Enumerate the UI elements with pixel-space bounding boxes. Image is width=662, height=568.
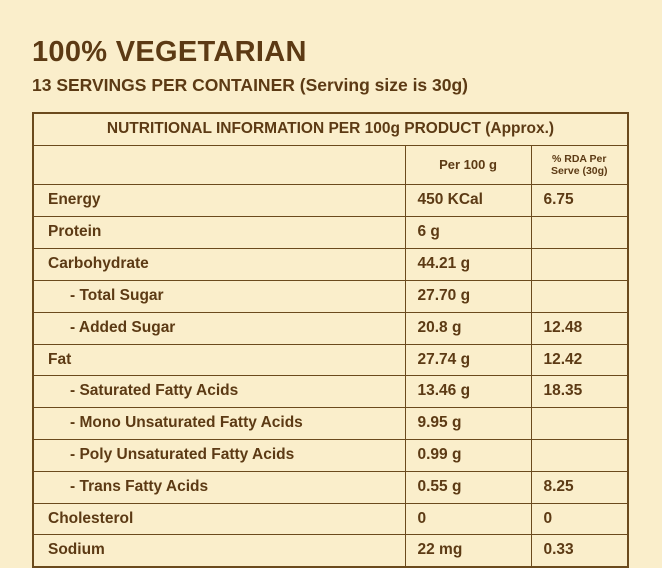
table-row [33,312,628,344]
column-header-rda-line2: Serve (30g) [550,165,608,178]
nutrient-rda: 6.75 [531,185,628,217]
page-title: 100% VEGETARIAN [32,36,307,68]
table-row [33,503,628,535]
nutrient-name: - Mono Unsaturated Fatty Acids [33,408,405,440]
nutrient-name: - Trans Fatty Acids [33,471,405,503]
nutrient-per-100g: 0.55 g [405,471,531,503]
nutrient-rda [531,408,628,440]
table-row [33,249,628,281]
nutrient-per-100g: 6 g [405,217,531,249]
nutrient-name: Carbohydrate [33,249,405,281]
column-header-per-100g: Per 100 g [405,146,531,185]
nutrient-per-100g: 44.21 g [405,249,531,281]
column-header-nutrient [33,146,405,185]
nutrient-name: - Saturated Fatty Acids [33,376,405,408]
nutrition-table [32,112,629,568]
nutrient-per-100g: 450 KCal [405,185,531,217]
table-row [33,408,628,440]
nutrient-name: Sodium [33,535,405,567]
table-row [33,535,628,567]
table-row [33,439,628,471]
nutrient-rda: 18.35 [531,376,628,408]
table-row [33,471,628,503]
nutrient-rda: 12.42 [531,344,628,376]
nutrient-rda: 8.25 [531,471,628,503]
nutrient-per-100g: 27.70 g [405,280,531,312]
nutrient-name: Protein [33,217,405,249]
table-row [33,344,628,376]
nutrition-table-body [33,113,628,567]
nutrient-name: - Added Sugar [33,312,405,344]
nutrient-per-100g: 9.95 g [405,408,531,440]
nutrition-table-caption: NUTRITIONAL INFORMATION PER 100g PRODUCT (Approx.) [33,113,628,146]
servings-per-container: 13 SERVINGS PER CONTAINER (Serving size is 30g) [32,75,469,96]
column-header-rda-line1: % RDA Per [552,153,607,166]
nutrient-name: Cholesterol [33,503,405,535]
table-row [33,185,628,217]
table-row [33,217,628,249]
table-header-row [33,146,628,185]
nutrient-rda: 12.48 [531,312,628,344]
nutrient-per-100g: 22 mg [405,535,531,567]
table-row [33,376,628,408]
table-caption-row [33,113,628,146]
nutrient-rda [531,249,628,281]
nutrient-rda [531,280,628,312]
nutrient-rda: 0 [531,503,628,535]
nutrient-rda [531,217,628,249]
nutrient-per-100g: 27.74 g [405,344,531,376]
nutrient-name: Fat [33,344,405,376]
nutrient-rda: 0.33 [531,535,628,567]
nutrient-name: Energy [33,185,405,217]
nutrient-name: - Total Sugar [33,280,405,312]
nutrient-per-100g: 13.46 g [405,376,531,408]
nutrient-per-100g: 0.99 g [405,439,531,471]
nutrient-rda [531,439,628,471]
nutrient-per-100g: 0 [405,503,531,535]
column-header-rda [531,146,628,185]
nutrient-per-100g: 20.8 g [405,312,531,344]
nutrient-name: - Poly Unsaturated Fatty Acids [33,439,405,471]
table-row [33,280,628,312]
